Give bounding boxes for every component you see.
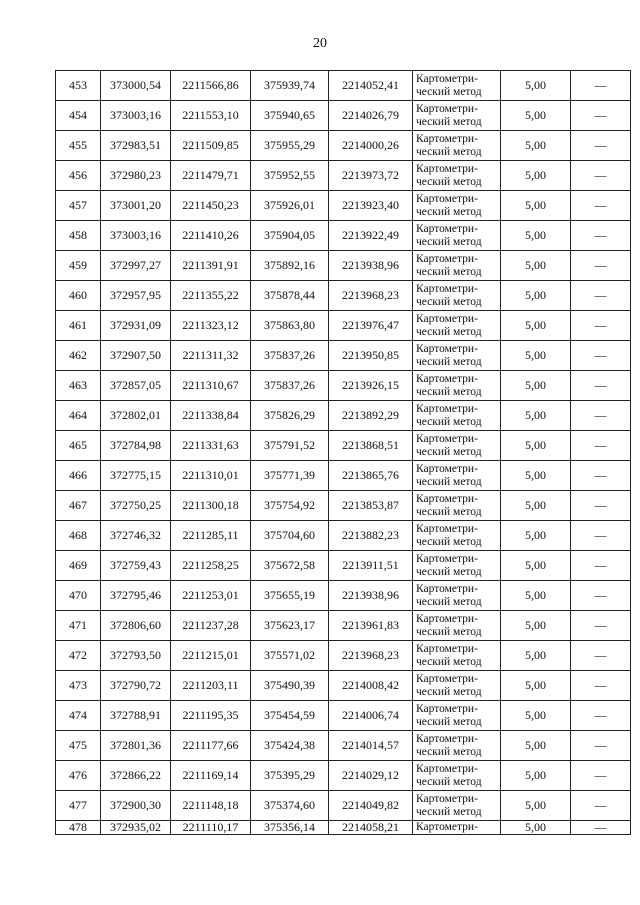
x-new-cell: 375571,02 [251,641,329,671]
y-old-cell: 2211253,01 [171,581,251,611]
point-number-cell: 465 [56,431,101,461]
accuracy-cell: 5,00 [501,551,571,581]
method-cell: Картометри-ческий метод [413,431,501,461]
accuracy-cell: 5,00 [501,71,571,101]
table-row [56,821,631,835]
accuracy-cell: 5,00 [501,731,571,761]
y-new-cell: 2213882,23 [329,521,413,551]
accuracy-cell: 5,00 [501,491,571,521]
x-old-cell: 372935,02 [101,821,171,835]
note-cell: — [571,551,631,581]
accuracy-cell: 5,00 [501,191,571,221]
y-old-cell: 2211110,17 [171,821,251,835]
x-old-cell: 372900,30 [101,791,171,821]
point-number-cell: 466 [56,461,101,491]
accuracy-cell: 5,00 [501,431,571,461]
accuracy-cell: 5,00 [501,101,571,131]
x-old-cell: 373003,16 [101,221,171,251]
point-number-cell: 469 [56,551,101,581]
point-number-cell: 454 [56,101,101,131]
note-cell: — [571,641,631,671]
table-row [56,731,631,761]
note-cell: — [571,581,631,611]
point-number-cell: 459 [56,251,101,281]
y-new-cell: 2213973,72 [329,161,413,191]
x-new-cell: 375952,55 [251,161,329,191]
note-cell: — [571,791,631,821]
accuracy-cell: 5,00 [501,761,571,791]
note-cell: — [571,101,631,131]
accuracy-cell: 5,00 [501,341,571,371]
note-cell: — [571,461,631,491]
accuracy-cell: 5,00 [501,401,571,431]
y-old-cell: 2211338,84 [171,401,251,431]
x-new-cell: 375454,59 [251,701,329,731]
y-old-cell: 2211566,86 [171,71,251,101]
y-old-cell: 2211195,35 [171,701,251,731]
table-row [56,791,631,821]
y-new-cell: 2213938,96 [329,581,413,611]
method-cell: Картометри-ческий метод [413,401,501,431]
accuracy-cell: 5,00 [501,131,571,161]
x-old-cell: 372857,05 [101,371,171,401]
note-cell: — [571,311,631,341]
table-row [56,161,631,191]
y-new-cell: 2214029,12 [329,761,413,791]
method-cell: Картометри-ческий метод [413,521,501,551]
point-number-cell: 476 [56,761,101,791]
point-number-cell: 464 [56,401,101,431]
table-row [56,521,631,551]
note-cell: — [571,671,631,701]
method-cell: Картометри-ческий метод [413,191,501,221]
accuracy-cell: 5,00 [501,581,571,611]
point-number-cell: 453 [56,71,101,101]
x-old-cell: 372750,25 [101,491,171,521]
y-old-cell: 2211285,11 [171,521,251,551]
y-old-cell: 2211450,23 [171,191,251,221]
y-old-cell: 2211355,22 [171,281,251,311]
method-cell: Картометри-ческий метод [413,281,501,311]
table-row [56,581,631,611]
x-new-cell: 375878,44 [251,281,329,311]
method-cell: Картометри-ческий метод [413,71,501,101]
x-new-cell: 375791,52 [251,431,329,461]
point-number-cell: 473 [56,671,101,701]
x-new-cell: 375771,39 [251,461,329,491]
note-cell: — [571,191,631,221]
y-old-cell: 2211237,28 [171,611,251,641]
point-number-cell: 460 [56,281,101,311]
method-cell: Картометри-ческий метод [413,371,501,401]
note-cell: — [571,131,631,161]
table-row [56,71,631,101]
note-cell: — [571,431,631,461]
point-number-cell: 472 [56,641,101,671]
table-row [56,281,631,311]
y-new-cell: 2213950,85 [329,341,413,371]
method-cell: Картометри-ческий метод [413,101,501,131]
table-row [56,761,631,791]
table-row [56,131,631,161]
x-old-cell: 372931,09 [101,311,171,341]
x-new-cell: 375754,92 [251,491,329,521]
x-new-cell: 375837,26 [251,341,329,371]
method-cell: Картометри-ческий метод [413,341,501,371]
accuracy-cell: 5,00 [501,161,571,191]
note-cell: — [571,71,631,101]
x-new-cell: 375863,80 [251,311,329,341]
x-old-cell: 372790,72 [101,671,171,701]
y-old-cell: 2211331,63 [171,431,251,461]
y-new-cell: 2213961,83 [329,611,413,641]
point-number-cell: 467 [56,491,101,521]
accuracy-cell: 5,00 [501,311,571,341]
accuracy-cell: 5,00 [501,701,571,731]
note-cell: — [571,341,631,371]
note-cell: — [571,281,631,311]
y-old-cell: 2211215,01 [171,641,251,671]
y-old-cell: 2211410,26 [171,221,251,251]
table-row [56,611,631,641]
point-number-cell: 455 [56,131,101,161]
x-old-cell: 372907,50 [101,341,171,371]
x-old-cell: 372806,60 [101,611,171,641]
x-new-cell: 375424,38 [251,731,329,761]
method-cell: Картометри-ческий метод [413,731,501,761]
y-new-cell: 2213926,15 [329,371,413,401]
y-old-cell: 2211177,66 [171,731,251,761]
table-row [56,311,631,341]
table-row [56,701,631,731]
x-new-cell: 375395,29 [251,761,329,791]
x-new-cell: 375356,14 [251,821,329,835]
y-old-cell: 2211203,11 [171,671,251,701]
table-row [56,641,631,671]
note-cell: — [571,491,631,521]
accuracy-cell: 5,00 [501,461,571,491]
x-new-cell: 375826,29 [251,401,329,431]
method-cell: Картометри-ческий метод [413,461,501,491]
point-number-cell: 462 [56,341,101,371]
y-new-cell: 2213976,47 [329,311,413,341]
x-old-cell: 372784,98 [101,431,171,461]
table-row [56,221,631,251]
note-cell: — [571,521,631,551]
y-old-cell: 2211553,10 [171,101,251,131]
point-number-cell: 475 [56,731,101,761]
y-new-cell: 2214052,41 [329,71,413,101]
y-new-cell: 2213968,23 [329,641,413,671]
note-cell: — [571,731,631,761]
method-cell: Картометри-ческий метод [413,551,501,581]
x-new-cell: 375926,01 [251,191,329,221]
table-row [56,431,631,461]
accuracy-cell: 5,00 [501,221,571,251]
y-new-cell: 2213911,51 [329,551,413,581]
method-cell: Картометри-ческий метод [413,761,501,791]
y-old-cell: 2211310,67 [171,371,251,401]
method-cell: Картометри-ческий метод [413,131,501,161]
x-new-cell: 375837,26 [251,371,329,401]
x-new-cell: 375704,60 [251,521,329,551]
y-old-cell: 2211391,91 [171,251,251,281]
note-cell: — [571,221,631,251]
y-new-cell: 2213892,29 [329,401,413,431]
y-old-cell: 2211311,32 [171,341,251,371]
y-old-cell: 2211169,14 [171,761,251,791]
note-cell: — [571,161,631,191]
point-number-cell: 478 [56,821,101,835]
y-new-cell: 2214006,74 [329,701,413,731]
x-new-cell: 375655,19 [251,581,329,611]
table-row [56,551,631,581]
point-number-cell: 457 [56,191,101,221]
method-cell: Картометри-ческий метод [413,671,501,701]
x-old-cell: 372801,36 [101,731,171,761]
accuracy-cell: 5,00 [501,671,571,701]
note-cell: — [571,761,631,791]
x-new-cell: 375374,60 [251,791,329,821]
accuracy-cell: 5,00 [501,371,571,401]
y-new-cell: 2213865,76 [329,461,413,491]
x-new-cell: 375955,29 [251,131,329,161]
x-old-cell: 372775,15 [101,461,171,491]
y-new-cell: 2214000,26 [329,131,413,161]
x-old-cell: 372957,95 [101,281,171,311]
y-old-cell: 2211310,01 [171,461,251,491]
x-old-cell: 372788,91 [101,701,171,731]
y-old-cell: 2211300,18 [171,491,251,521]
y-new-cell: 2214026,79 [329,101,413,131]
y-old-cell: 2211323,12 [171,311,251,341]
method-cell: Картометри-ческий метод [413,221,501,251]
y-new-cell: 2214008,42 [329,671,413,701]
y-new-cell: 2214058,21 [329,821,413,835]
x-old-cell: 372802,01 [101,401,171,431]
note-cell: — [571,821,631,835]
x-old-cell: 372983,51 [101,131,171,161]
x-old-cell: 372997,27 [101,251,171,281]
table-row [56,371,631,401]
x-old-cell: 373000,54 [101,71,171,101]
point-number-cell: 458 [56,221,101,251]
table-row [56,191,631,221]
y-old-cell: 2211258,25 [171,551,251,581]
method-cell: Картометри- [413,821,501,835]
note-cell: — [571,371,631,401]
table-row [56,401,631,431]
y-old-cell: 2211479,71 [171,161,251,191]
method-cell: Картометри-ческий метод [413,641,501,671]
note-cell: — [571,251,631,281]
table-row [56,251,631,281]
point-number-cell: 456 [56,161,101,191]
note-cell: — [571,401,631,431]
method-cell: Картометри-ческий метод [413,311,501,341]
method-cell: Картометри-ческий метод [413,161,501,191]
table-row [56,671,631,701]
x-new-cell: 375940,65 [251,101,329,131]
note-cell: — [571,611,631,641]
x-new-cell: 375904,05 [251,221,329,251]
method-cell: Картометри-ческий метод [413,791,501,821]
point-number-cell: 474 [56,701,101,731]
method-cell: Картометри-ческий метод [413,581,501,611]
accuracy-cell: 5,00 [501,611,571,641]
method-cell: Картометри-ческий метод [413,611,501,641]
table-row [56,491,631,521]
x-old-cell: 372866,22 [101,761,171,791]
accuracy-cell: 5,00 [501,521,571,551]
y-new-cell: 2213923,40 [329,191,413,221]
x-old-cell: 372759,43 [101,551,171,581]
coordinates-table [55,70,631,835]
x-new-cell: 375490,39 [251,671,329,701]
x-old-cell: 372795,46 [101,581,171,611]
note-cell: — [571,701,631,731]
y-new-cell: 2213968,23 [329,281,413,311]
y-old-cell: 2211148,18 [171,791,251,821]
point-number-cell: 470 [56,581,101,611]
y-new-cell: 2213938,96 [329,251,413,281]
x-old-cell: 373003,16 [101,101,171,131]
x-new-cell: 375892,16 [251,251,329,281]
y-old-cell: 2211509,85 [171,131,251,161]
point-number-cell: 471 [56,611,101,641]
table-row [56,101,631,131]
point-number-cell: 468 [56,521,101,551]
y-new-cell: 2213868,51 [329,431,413,461]
x-old-cell: 373001,20 [101,191,171,221]
point-number-cell: 463 [56,371,101,401]
method-cell: Картометри-ческий метод [413,491,501,521]
table-body [56,71,631,835]
point-number-cell: 461 [56,311,101,341]
x-new-cell: 375672,58 [251,551,329,581]
point-number-cell: 477 [56,791,101,821]
table-row [56,461,631,491]
x-old-cell: 372980,23 [101,161,171,191]
accuracy-cell: 5,00 [501,281,571,311]
y-new-cell: 2214049,82 [329,791,413,821]
table-row [56,341,631,371]
page-number: 20 [313,36,327,51]
accuracy-cell: 5,00 [501,641,571,671]
y-new-cell: 2213922,49 [329,221,413,251]
y-new-cell: 2214014,57 [329,731,413,761]
x-old-cell: 372746,32 [101,521,171,551]
x-new-cell: 375623,17 [251,611,329,641]
y-new-cell: 2213853,87 [329,491,413,521]
accuracy-cell: 5,00 [501,251,571,281]
accuracy-cell: 5,00 [501,821,571,835]
x-new-cell: 375939,74 [251,71,329,101]
method-cell: Картометри-ческий метод [413,701,501,731]
x-old-cell: 372793,50 [101,641,171,671]
accuracy-cell: 5,00 [501,791,571,821]
method-cell: Картометри-ческий метод [413,251,501,281]
